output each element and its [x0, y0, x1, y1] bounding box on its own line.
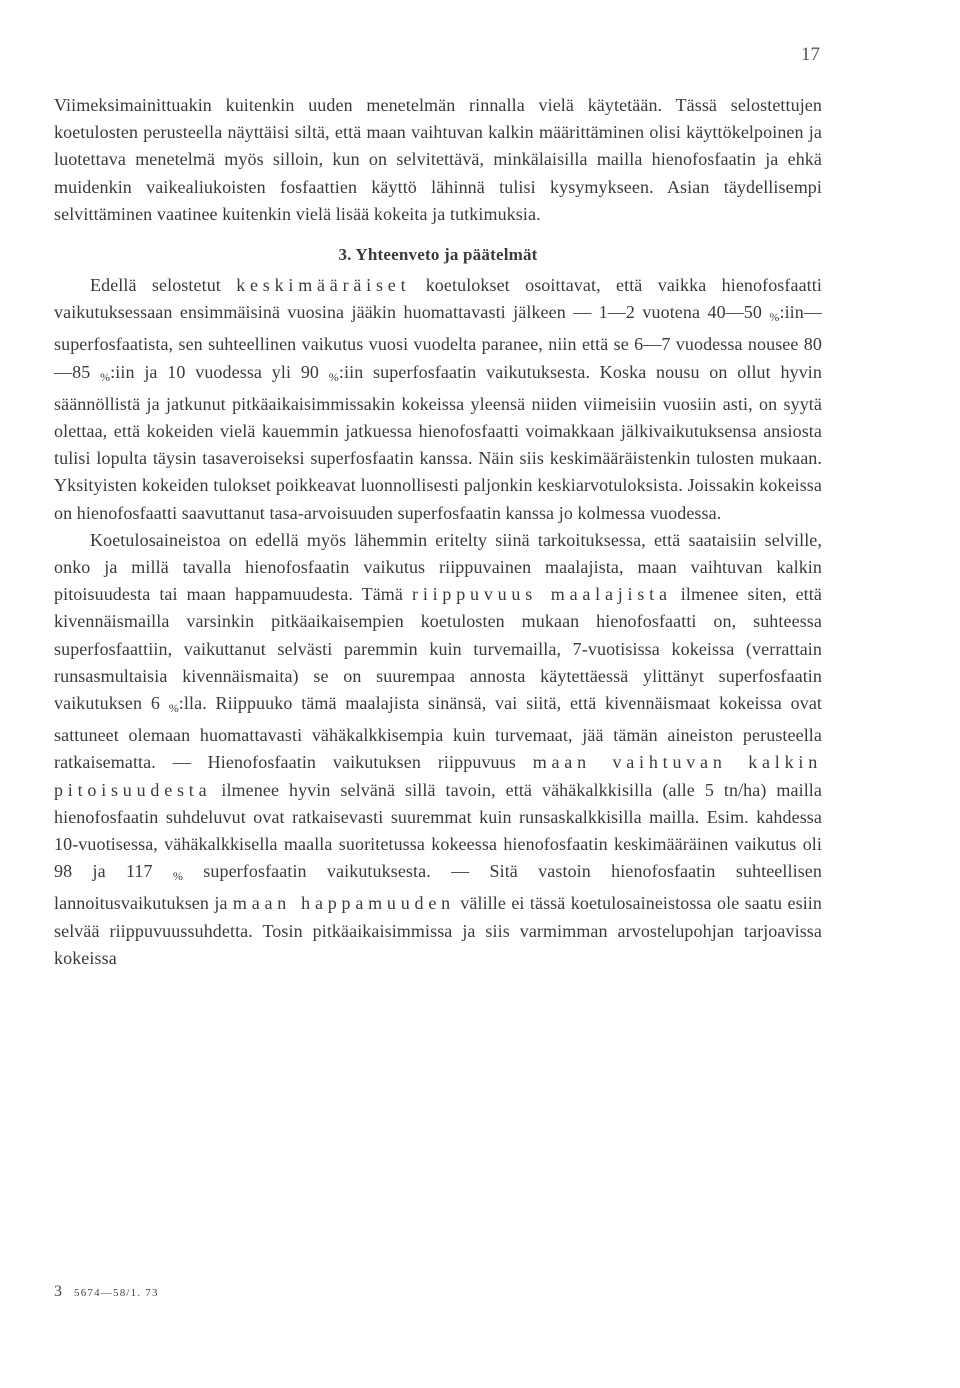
page-number: 17 [801, 44, 820, 65]
emphasis-spaced: riippuvuus maalajista [412, 584, 672, 605]
text-run: :iin superfosfaatin vaikutuksesta. Koska nousu on ollut hyvin säännöllistä ja jatkunut pitkäaikaisimmissakin kokeissa yleensä niiden viimeisiin vuosiin asti, on syytä olettaa, että kokeiden vielä kauemmin jatkuessa hienofosfaatti voimakkaan jälkivaikutuksensa ansiosta tulisi lopulta täysin tasaveroiseksi superfosfaatin kanssa. Näin siis keskimääräistenkin tulosten mukaan. Yksityisten kokeiden tulokset poikkeavat luonnollisesti paljonkin keskiarvotuloksista. Joissakin kokeissa on hienofosfaatti saavuttanut tasa-arvoisuuden superfosfaatin kanssa jo kolmessa vuodessa. [54, 361, 823, 523]
text-run: välille ei tässä koetulosaineistossa ole saatu esiin selvää riippuvuussuhdetta. Tosin pitkäaikaisimmissa ja siis varmimman arvostelupohjan tarjoavissa kokeissa [54, 893, 822, 968]
text-run: Koetulosaineistoa on edellä myös lähemmin eritelty siinä tarkoituksessa, että saataisiin selville, onko ja millä tavalla hienofosfaatin vaikutus riippuvainen maalajista, maan vaihtuvan kalkin pitoisuudesta tai maan happamuudesta. Tämä [54, 529, 822, 605]
percent-symbol: % [168, 701, 179, 716]
text-run: :iin—superfosfaatista, sen suhteellinen vaikutus vuosi vuodelta paranee, niin että se 6—7 vuodessa nousee 80—85 [54, 302, 822, 382]
percent-symbol: % [328, 369, 339, 384]
page-body [54, 92, 822, 972]
percent-symbol: % [172, 869, 183, 884]
section-heading: 3. Yhteenveto ja päätelmät [338, 245, 538, 265]
text-run: :lla. Riippuuko tämä maalajista sinänsä, vai siitä, että kivennäismaat kokeissa ovat sattuneet olemaan huomattavasti vähäkalkkisempia kuin turvemaat, jää tämän aineiston perusteella ratkaisematta. — Hienofosfaatin vaikutuksen riippuvuus [54, 693, 823, 773]
emphasis-spaced: maan vaihtuvan kalkin pitoisuudesta [54, 752, 822, 800]
text-run: ilmenee siten, että kivennäismailla varsinkin pitkäaikaisempien koetulosten mukaan hienofosfaatti on, suhteessa superfosfaattiin, vaikuttanut selvästi paremmin kuin turvemailla, 7-vuotisissa kokeissa (verrattain runsasmultaisia kivennäismaita) se on suurempaa annosta käytettäessä ylittänyt superfosfaatin vaikutuksen 6 [54, 584, 822, 714]
text-run: superfosfaatin vaikutuksesta. — Sitä vastoin hienofosfaatin suhteellisen lannoitusvaikutuksen ja [54, 861, 822, 914]
percent-symbol: % [769, 310, 780, 325]
signature-number: 3 [54, 1283, 62, 1300]
summary-paragraph-1 [54, 272, 822, 527]
intro-paragraph: Viimeksimainittuakin kuitenkin uuden menetelmän rinnalla vielä käytetään. Tässä selostettujen koetulosten perusteella näyttäisi siltä, että maan vaihtuvan kalkin määrittäminen olisi käyttökelpoinen ja luotettava menetelmä myös silloin, kun on selvitettävä, minkälaisilla mailla hienofosfaatin ja ehkä muidenkin vaikealiukoisten fosfaattien käyttö lähinnä tulisi kysymykseen. Asian täydellisempi selvittäminen vaatinee kuitenkin vielä lisää kokeita ja tutkimuksia. [54, 95, 822, 224]
footer-signature [54, 1283, 159, 1301]
text-run: Edellä selostetut [90, 275, 237, 296]
emphasis-spaced: maan happamuuden [232, 893, 455, 914]
text-run: koetulokset osoittavat, että vaikka hienofosfaatti vaikutuksessaan ensimmäisinä vuosina jääkin huomattavasti jälkeen — 1—2 vuotena 40—50 [54, 275, 822, 323]
percent-symbol: % [100, 369, 111, 384]
summary-paragraph-2 [54, 527, 822, 972]
print-code: 5674—58/1. 73 [74, 1287, 159, 1299]
emphasis-spaced: keskimääräiset [236, 275, 411, 296]
text-run: ilmenee hyvin selvänä sillä tavoin, että vähäkalkkisilla (alle 5 tn/ha) mailla hienofosfaatin suhdeluvut ovat ratkaisevasti suuremmat kuin runsaskalkkisilla mailla. Esim. kahdessa 10-vuotisessa, vähäkalkkisella maalla suoritetussa kokeessa hienofosfaatin keskimääräinen vaikutus oli 98 ja 117 [54, 779, 822, 882]
text-run: :iin ja 10 vuodessa yli 90 [110, 361, 329, 382]
